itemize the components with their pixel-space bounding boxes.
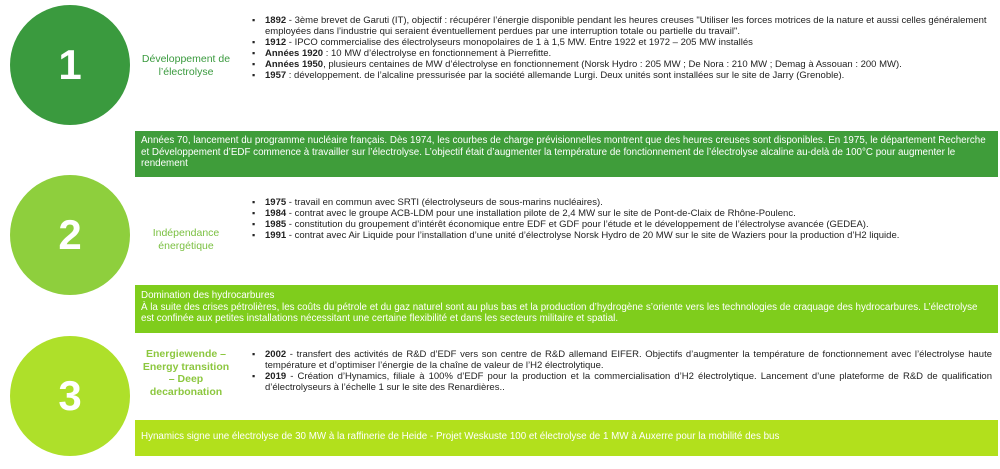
item-year: 2019 bbox=[265, 371, 287, 382]
section-3-number: 3 bbox=[58, 372, 82, 419]
section-2-banner-title: Domination des hydrocarbures bbox=[141, 290, 275, 301]
item-year: 2002 bbox=[265, 349, 287, 360]
item-text: - IPCO commercialise des électrolyseurs monopolaires de 1 à 1,5 MW. Entre 1922 et 1972 – 205 MW installés bbox=[286, 37, 753, 48]
list-item bbox=[252, 15, 992, 37]
section-3-number-circle bbox=[10, 336, 130, 456]
item-text: , plusieurs centaines de MW d’électrolyse en fonctionnement (Norsk Hydro : 205 MW ; De Nora : 210 MW ; Demag à Assouan : 200 MW). bbox=[323, 59, 902, 70]
section-1-number: 1 bbox=[58, 41, 82, 88]
list-item bbox=[252, 349, 992, 371]
list-item bbox=[252, 197, 992, 208]
item-year: 1892 bbox=[265, 15, 287, 26]
section-1-banner bbox=[135, 131, 998, 177]
item-text: - transfert des activités de R&D d’EDF vers son centre de R&D allemand EIFER. Objectifs d’augmenter la température de fonctionnement avec l’électrolyse haute température et d’optimiser l’énergie de la chaîne de valeur de l’H2 électrolytique. bbox=[265, 349, 992, 371]
item-year: 1912 bbox=[265, 37, 287, 48]
list-item bbox=[252, 371, 992, 393]
section-2-banner bbox=[135, 285, 998, 333]
item-text: - contrat avec le groupe ACB-LDM pour une installation pilote de 2,4 MW sur le site de Pont-de-Claix de Rhône-Poulenc. bbox=[286, 208, 796, 219]
item-year: 1957 bbox=[265, 70, 287, 81]
section-2-number: 2 bbox=[58, 211, 82, 258]
list-item bbox=[252, 208, 992, 219]
section-2-label: Indépendance énergétique bbox=[152, 227, 220, 252]
section-3-banner bbox=[135, 420, 998, 456]
item-year: Années 1950 bbox=[265, 59, 324, 70]
list-item bbox=[252, 37, 992, 48]
list-item bbox=[252, 59, 992, 70]
item-year: 1984 bbox=[265, 208, 287, 219]
section-1-banner-text: Années 70, lancement du programme nucléaire français. Dès 1974, les courbes de charge prévisionnelles montrent que des heures creuses sont disponibles. En 1975, le département Recherche et Développement d’EDF commence à travailler sur l’électrolyse. L’objectif était d’augmenter la température de fonctionnement de l’électrolyse alcaline au-delà de 100°C pour augmenter le rendement bbox=[141, 135, 986, 169]
item-text: : 10 MW d’électrolyse en fonctionnement à Pierrefitte. bbox=[323, 48, 552, 59]
item-year: 1985 bbox=[265, 219, 287, 230]
item-text: - constitution du groupement d’intérêt économique entre EDF et GDF pour l’étude et le développement de l’électrolyse avancée (GEDEA). bbox=[286, 219, 869, 230]
list-item bbox=[252, 219, 992, 230]
section-2-banner-text: À la suite des crises pétrolières, les coûts du pétrole et du gaz naturel sont au plus bas et la production d’hydrogène s’oriente vers les technologies de craquage des hydrocarbures. L’électrolyse est confinée aux petites installations nécessitant une certaine flexibilité et dans les secteurs militaire et spatial. bbox=[141, 301, 978, 324]
item-year: Années 1920 bbox=[265, 48, 324, 59]
section-3-list bbox=[252, 349, 992, 393]
section-1-label: Développement de l’électrolyse bbox=[141, 53, 231, 78]
item-text: - 3ème brevet de Garuti (IT), objectif : récupérer l’énergie disponible pendant les heures creuses "Utiliser les forces motrices de la nature et aussi celles généralement employées dans l’industrie qui seraient éventuellement perdues par une interruption totale ou partielle du travail". bbox=[265, 15, 987, 37]
section-3-label: Energiewende – Energy transition – Deep decarbonation bbox=[142, 348, 230, 398]
item-year: 1975 bbox=[265, 197, 287, 208]
list-item bbox=[252, 48, 992, 59]
item-year: 1991 bbox=[265, 230, 287, 241]
list-item bbox=[252, 230, 992, 241]
item-text: - travail en commun avec SRTI (électrolyseurs de sous-marins nucléaires). bbox=[286, 197, 603, 208]
item-text: : développement. de l’alcaline pressurisée par la société allemande Lurgi. Deux unités sont installées sur le site de Jarry (Grenoble). bbox=[286, 70, 845, 81]
section-2-list bbox=[252, 197, 992, 241]
item-text: - contrat avec Air Liquide pour l’installation d’une unité d’électrolyse Norsk Hydro de 20 MW sur le site de Waziers pour la production d’H2 liquide. bbox=[286, 230, 900, 241]
section-2-number-circle bbox=[10, 175, 130, 295]
list-item bbox=[252, 70, 992, 81]
section-1-number-circle bbox=[10, 5, 130, 125]
section-1-list bbox=[252, 15, 992, 81]
item-text: - Création d’Hynamics, filiale à 100% d’EDF pour la production et la commercialisation d’H2 électrolytique. Lancement d’une plateforme de R&D de qualification d’électrolyseurs à l’échelle 1 sur le site des Renardières.. bbox=[265, 371, 992, 393]
section-3-banner-text: Hynamics signe une électrolyse de 30 MW à la raffinerie de Heide - Projet Weskuste 100 et électrolyse de 1 MW à Auxerre pour la mobilité des bus bbox=[141, 431, 780, 442]
